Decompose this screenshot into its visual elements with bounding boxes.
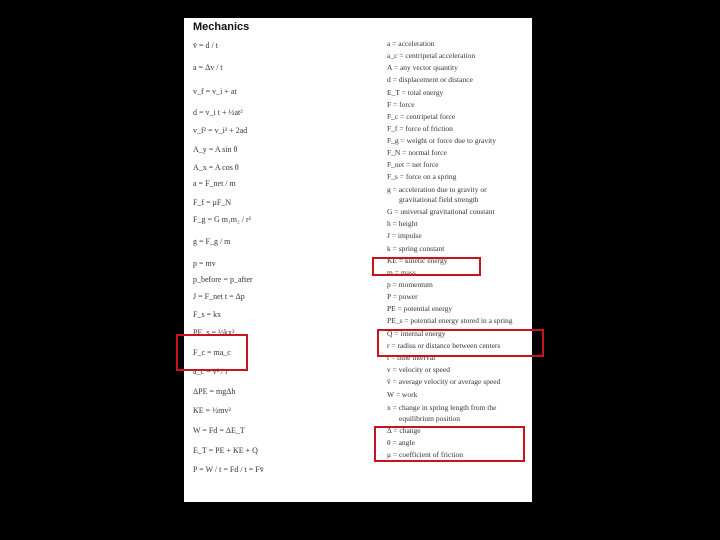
formula-item: PE_s = ½kx² bbox=[193, 328, 235, 337]
definition-item: F_c = centripetal force bbox=[387, 112, 456, 121]
formula-item: A_y = A sin θ bbox=[193, 145, 238, 154]
definition-item: θ = angle bbox=[387, 438, 415, 447]
definition-item: gravitational field strength bbox=[399, 195, 479, 204]
definition-item: F = force bbox=[387, 100, 415, 109]
formula-item: W = Fd = ΔE_T bbox=[193, 426, 245, 435]
definition-item: G = universal gravitational constant bbox=[387, 207, 495, 216]
formula-item: v_f² = v_i² + 2ad bbox=[193, 126, 248, 135]
formula-item: p_before = p_after bbox=[193, 275, 253, 284]
definition-item: k = spring constant bbox=[387, 244, 445, 253]
definition-item: a = acceleration bbox=[387, 39, 435, 48]
definition-item: F_g = weight or force due to gravity bbox=[387, 136, 496, 145]
definition-item: F_s = force on a spring bbox=[387, 172, 457, 181]
definition-item: t = time interval bbox=[387, 353, 436, 362]
formula-item: p = mv bbox=[193, 259, 216, 268]
definition-item: g = acceleration due to gravity or bbox=[387, 185, 487, 194]
highlight-spring-potential-formula bbox=[176, 334, 248, 371]
definition-item: W = work bbox=[387, 390, 418, 399]
formula-item: J = F_net t = Δp bbox=[193, 292, 245, 301]
formula-column bbox=[193, 18, 368, 502]
formula-item: P = W / t = Fd / t = Fv̄ bbox=[193, 465, 264, 474]
formula-item: A_x = A cos θ bbox=[193, 163, 239, 172]
definition-item: p = momentum bbox=[387, 280, 433, 289]
highlight-spring-length-change bbox=[374, 426, 525, 462]
definition-item: J = impulse bbox=[387, 231, 422, 240]
definition-item: Δ = change bbox=[387, 426, 421, 435]
formula-item: g = F_g / m bbox=[193, 237, 231, 246]
highlight-spring-constant bbox=[372, 257, 481, 276]
definition-item: μ = coefficient of friction bbox=[387, 450, 463, 459]
definition-item: PE = potential energy bbox=[387, 304, 453, 313]
formula-item: KE = ½mv² bbox=[193, 406, 231, 415]
definition-item: Q = internal energy bbox=[387, 329, 446, 338]
definition-item: r = radius or distance between centers bbox=[387, 341, 501, 350]
formula-item: ΔPE = mgΔh bbox=[193, 387, 236, 396]
formula-item: F_s = kx bbox=[193, 310, 222, 319]
definition-item: h = height bbox=[387, 219, 418, 228]
definition-item: KE = kinetic energy bbox=[387, 256, 448, 265]
highlight-spring-potential-energy bbox=[377, 329, 544, 357]
formula-item: v_f = v_i + at bbox=[193, 87, 237, 96]
definition-item: E_T = total energy bbox=[387, 88, 444, 97]
formula-item: a = Δv / t bbox=[193, 63, 223, 72]
definition-item: v̄ = average velocity or average speed bbox=[387, 377, 501, 386]
page-title: Mechanics bbox=[193, 21, 250, 33]
definition-item: F_N = normal force bbox=[387, 148, 447, 157]
formula-item: E_T = PE + KE + Q bbox=[193, 446, 258, 455]
definition-item: A = any vector quantity bbox=[387, 63, 458, 72]
formula-item: F_g = G m₁m₂ / r² bbox=[193, 215, 252, 224]
definition-item: PE_s = potential energy stored in a spring bbox=[387, 316, 513, 325]
definition-item: m = mass bbox=[387, 268, 416, 277]
formula-item: a = F_net / m bbox=[193, 179, 236, 188]
formula-item: a_c = v² / r bbox=[193, 367, 228, 376]
definition-item: F_f = force of friction bbox=[387, 124, 453, 133]
definition-item: F_net = net force bbox=[387, 160, 439, 169]
definition-item: v = velocity or speed bbox=[387, 365, 450, 374]
definition-item: a_c = centripetal acceleration bbox=[387, 51, 476, 60]
formula-item: v̄ = d / t bbox=[193, 41, 218, 50]
formula-item: F_c = ma_c bbox=[193, 348, 231, 357]
definition-item: d = displacement or distance bbox=[387, 75, 473, 84]
definition-item: P = power bbox=[387, 292, 418, 301]
definition-item: equilibrium position bbox=[399, 414, 461, 423]
definition-item: x = change in spring length from the bbox=[387, 403, 497, 412]
formula-item: d = v_i t + ½at² bbox=[193, 108, 243, 117]
formula-item: F_f = μF_N bbox=[193, 198, 232, 207]
